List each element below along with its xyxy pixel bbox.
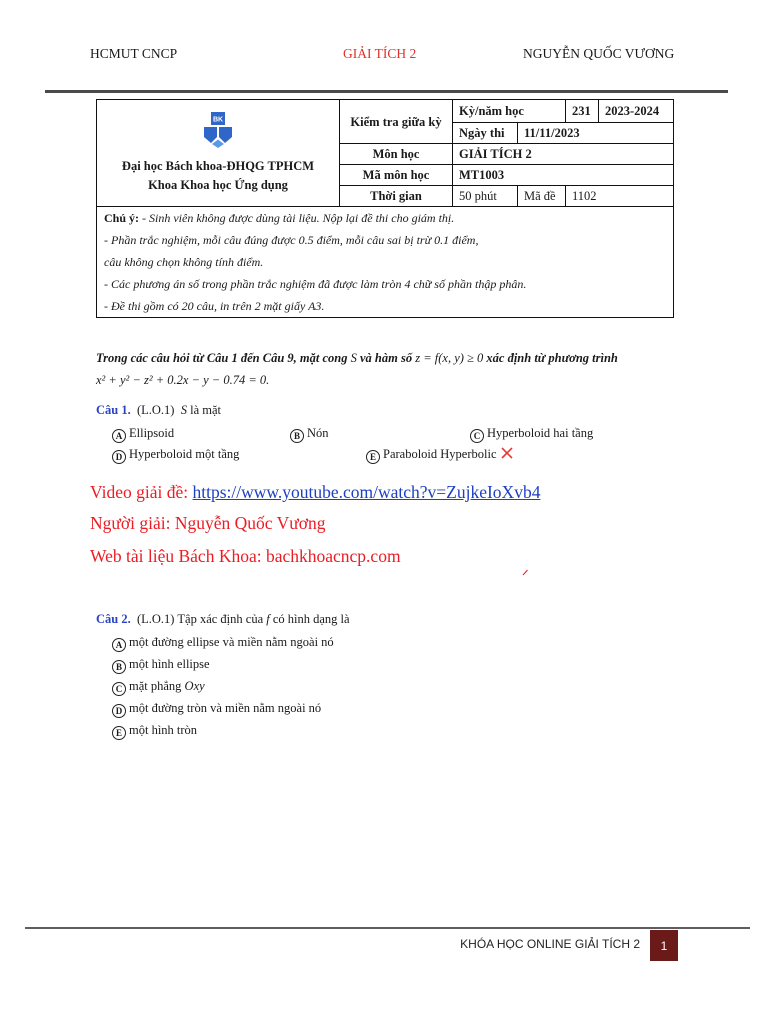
intro-text: Trong các câu hỏi từ Câu 1 đến Câu 9, mặt cong [96,351,348,365]
date-label: Ngày thi [453,123,518,144]
intro-math-surface: S [350,351,357,365]
university-name: Đại học Bách khoa-ĐHQG TPHCM [121,158,315,173]
note-title: Chú ý: [104,211,140,225]
exam-info-table [96,99,674,318]
option-text: mặt phẳng [129,679,182,693]
exam-notes [97,207,674,318]
header-left-text: HCMUT CNCP [90,46,178,61]
option-letter: D [112,704,126,718]
note-line: câu không chọn không tính điểm. [104,255,264,269]
option-letter: E [112,726,126,740]
note-line: - Đề thi gồm có 20 câu, in trên 2 mặt giấy A3. [104,299,325,313]
option-text: Nón [307,426,329,440]
question-2-stem [96,611,350,627]
cross-mark-icon [501,447,513,459]
option-text: một đường ellipse và miền nằm ngoài nó [129,635,334,649]
question-1-stem [96,402,221,418]
version-label: Mã đề [518,186,566,207]
semester-value: 231 [566,100,599,123]
video-label: Video giải đề: [90,482,189,502]
note-text: - Sinh viên không được dùng tài liệu. Nộp lại đề thi cho giám thị. [142,211,455,225]
equation-text: x² + y² − z² + 0.2x − y − 0.74 = 0. [96,373,270,387]
option-letter: A [112,638,126,652]
subject-label: Môn học [340,144,453,165]
note-line: - Các phương án số trong phần trắc nghiệm đã được làm tròn 4 chữ số phần thập phân. [104,277,527,291]
q2-option-a [112,634,334,652]
year-value: 2023-2024 [599,100,674,123]
learning-outcome: (L.O.1) [136,612,175,626]
option-text: một hình tròn [129,723,198,737]
option-text: Hyperboloid hai tầng [487,426,594,440]
option-text: Paraboloid Hyperbolic [383,447,497,461]
learning-outcome: (L.O.1) [136,403,175,417]
note-line: - Phần trắc nghiệm, mỗi câu đúng được 0.5 điểm, mỗi câu sai bị trừ 0.1 điểm, [104,233,479,247]
subject-value: GIẢI TÍCH 2 [453,144,674,165]
university-logo-icon [201,112,235,148]
duration-label: Thời gian [340,186,453,207]
option-text: Ellipsoid [129,426,175,440]
video-link[interactable]: https://www.youtube.com/watch?v=ZujkeIoXvb4 [192,482,541,502]
header-divider [45,90,728,93]
svg-text:BK: BK [212,116,224,124]
stem-text: có hình dạng là [272,612,350,626]
faculty-name: Khoa Khoa học Ứng dụng [148,177,288,192]
option-text: một hình ellipse [129,657,210,671]
option-letter: C [470,429,484,443]
intro-statement [96,350,618,366]
pen-stroke-mark [522,569,529,576]
q1-option-a [112,425,174,443]
option-letter: E [366,450,380,464]
q2-option-e [112,722,197,740]
q1-option-e [366,446,513,464]
university-cell [97,100,340,207]
q1-option-c [470,425,593,443]
video-credit-line [90,481,540,503]
header-author: NGUYỄN QUỐC VƯƠNG [523,46,675,61]
footer-divider [25,927,750,929]
solver-credit: Người giải: Nguyễn Quốc Vương [90,513,326,533]
intro-text: và hàm số [360,351,413,365]
semester-label: Kỳ/năm học [453,100,566,123]
option-letter: C [112,682,126,696]
intro-text: xác định từ phương trình [486,351,618,365]
header-course-title: GIẢI TÍCH 2 [343,46,417,61]
page-number: 1 [660,938,668,953]
option-text: Hyperboloid một tầng [129,447,240,461]
course-code-label: Mã môn học [340,165,453,186]
option-math: Oxy [184,679,205,693]
question-number: Câu 1. [96,403,131,417]
intro-equation [96,372,269,388]
q1-option-d [112,446,239,464]
stem-math: f [266,612,270,626]
option-letter: B [112,660,126,674]
option-letter: D [112,450,126,464]
question-number: Câu 2. [96,612,131,626]
q2-option-c [112,678,205,696]
website-credit: Web tài liệu Bách Khoa: bachkhoacncp.com [90,546,401,566]
option-letter: B [290,429,304,443]
duration-value: 50 phút [453,186,518,207]
footer-course-title: KHÓA HỌC ONLINE GIẢI TÍCH 2 [460,937,640,951]
q1-option-b [290,425,329,443]
exam-type-label: Kiểm tra giữa kỳ [340,100,453,144]
course-code-value: MT1003 [453,165,674,186]
intro-math-function: z = f(x, y) ≥ 0 [415,351,484,365]
q2-option-b [112,656,210,674]
date-value: 11/11/2023 [518,123,674,144]
stem-text: Tập xác định của [177,612,264,626]
stem-math: S [180,403,187,417]
option-letter: A [112,429,126,443]
option-text: một đường tròn và miền nằm ngoài nó [129,701,322,715]
page-number-badge [650,930,678,961]
stem-text: là mặt [190,403,221,417]
version-value: 1102 [566,186,674,207]
q2-option-d [112,700,321,718]
note-line [104,207,673,229]
